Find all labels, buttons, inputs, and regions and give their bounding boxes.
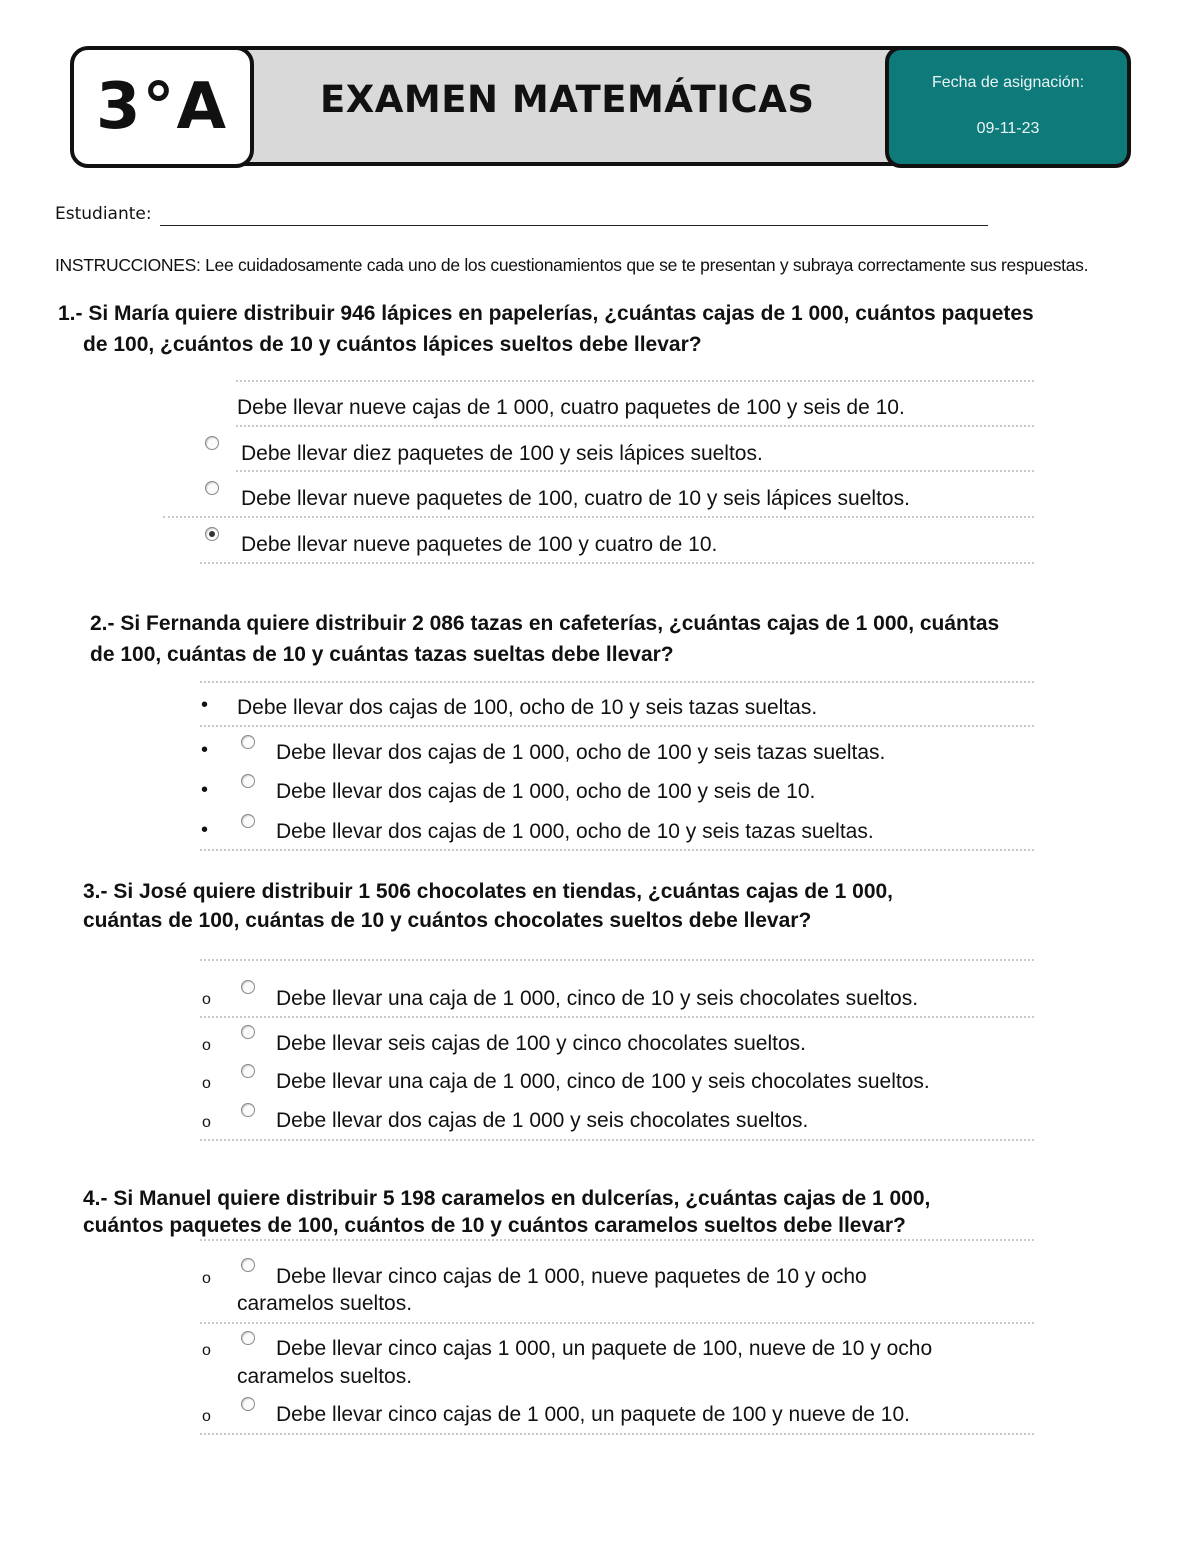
question-1-line-2: de 100, ¿cuántos de 10 y cuántos lápices sueltos debe llevar?: [83, 333, 702, 356]
circle-bullet-icon: o: [202, 1037, 211, 1054]
divider: [200, 1322, 1034, 1324]
radio-icon[interactable]: [241, 1064, 255, 1078]
question-2-line-2: de 100, cuántas de 10 y cuántas tazas sueltas debe llevar?: [90, 643, 674, 666]
divider: [200, 1239, 1034, 1241]
divider: [236, 380, 1034, 382]
question-4-option-2-line-2[interactable]: caramelos sueltos.: [237, 1365, 413, 1388]
divider: [200, 681, 1034, 683]
bullet-icon: •: [201, 779, 209, 801]
question-1-option-2[interactable]: Debe llevar diez paquetes de 100 y seis lápices sueltos.: [241, 442, 763, 465]
question-4-option-1-line-1[interactable]: Debe llevar cinco cajas de 1 000, nueve paquetes de 10 y ocho: [276, 1265, 867, 1288]
date-value: 09-11-23: [976, 120, 1040, 137]
divider: [200, 562, 1034, 564]
student-label: Estudiante:: [55, 204, 152, 224]
radio-icon[interactable]: [241, 735, 255, 749]
question-2-option-4[interactable]: Debe llevar dos cajas de 1 000, ocho de 10 y seis tazas sueltas.: [276, 820, 874, 843]
question-2-option-1[interactable]: Debe llevar dos cajas de 100, ocho de 10 y seis tazas sueltas.: [237, 696, 818, 719]
question-1-option-1[interactable]: Debe llevar nueve cajas de 1 000, cuatro paquetes de 100 y seis de 10.: [237, 396, 905, 419]
radio-icon[interactable]: [205, 481, 219, 495]
circle-bullet-icon: o: [202, 1114, 211, 1131]
radio-icon[interactable]: [241, 1025, 255, 1039]
question-1-option-4[interactable]: Debe llevar nueve paquetes de 100 y cuatro de 10.: [241, 533, 718, 556]
radio-icon[interactable]: [241, 814, 255, 828]
circle-bullet-icon: o: [202, 1342, 211, 1359]
question-4-option-1-line-2[interactable]: caramelos sueltos.: [237, 1292, 413, 1315]
question-4-line-1: 4.- Si Manuel quiere distribuir 5 198 caramelos en dulcerías, ¿cuántas cajas de 1 000,: [83, 1187, 931, 1210]
date-label: Fecha de asignación:: [931, 74, 1085, 91]
radio-icon[interactable]: [241, 1103, 255, 1117]
grade-box: 3°A: [70, 46, 254, 168]
question-3-option-4[interactable]: Debe llevar dos cajas de 1 000 y seis chocolates sueltos.: [276, 1109, 809, 1132]
circle-bullet-icon: o: [202, 1270, 211, 1287]
circle-bullet-icon: o: [202, 991, 211, 1008]
divider: [200, 1139, 1034, 1141]
bullet-icon: •: [201, 739, 209, 761]
bullet-icon: •: [201, 694, 209, 716]
circle-bullet-icon: o: [202, 1408, 211, 1425]
divider: [236, 425, 1034, 427]
radio-checked-icon[interactable]: [205, 527, 219, 541]
divider: [236, 470, 1034, 472]
question-4-line-2: cuántos paquetes de 100, cuántos de 10 y cuántos caramelos sueltos debe llevar?: [83, 1214, 906, 1237]
question-3-option-2[interactable]: Debe llevar seis cajas de 100 y cinco chocolates sueltos.: [276, 1032, 806, 1055]
divider: [200, 725, 1034, 727]
date-box: [885, 46, 1131, 168]
question-4-option-2-line-1[interactable]: Debe llevar cinco cajas 1 000, un paquete de 100, nueve de 10 y ocho: [276, 1337, 933, 1360]
radio-icon[interactable]: [241, 980, 255, 994]
divider: [200, 1433, 1034, 1435]
radio-icon[interactable]: [241, 1397, 255, 1411]
instructions: INSTRUCCIONES: Lee cuidadosamente cada uno de los cuestionamientos que se te presentan y subraya correctamente sus respuestas.: [55, 255, 1089, 275]
divider: [200, 1016, 1034, 1018]
question-1-option-3[interactable]: Debe llevar nueve paquetes de 100, cuatro de 10 y seis lápices sueltos.: [241, 487, 910, 510]
question-3-option-3[interactable]: Debe llevar una caja de 1 000, cinco de 100 y seis chocolates sueltos.: [276, 1070, 930, 1093]
radio-icon[interactable]: [241, 774, 255, 788]
question-3-line-1: 3.- Si José quiere distribuir 1 506 chocolates en tiendas, ¿cuántas cajas de 1 000,: [83, 880, 894, 903]
radio-icon[interactable]: [241, 1258, 255, 1272]
question-3-line-2: cuántas de 100, cuántas de 10 y cuántos chocolates sueltos debe llevar?: [83, 909, 812, 932]
bullet-icon: •: [201, 819, 209, 841]
question-1-line-1: 1.- Si María quiere distribuir 946 lápices en papelerías, ¿cuántas cajas de 1 000, cuántos paquetes: [58, 302, 1034, 325]
student-name-line[interactable]: [160, 225, 988, 226]
question-2-option-3[interactable]: Debe llevar dos cajas de 1 000, ocho de 100 y seis de 10.: [276, 780, 816, 803]
question-2-line-1: 2.- Si Fernanda quiere distribuir 2 086 tazas en cafeterías, ¿cuántas cajas de 1 000, cuántas: [90, 612, 1000, 635]
circle-bullet-icon: o: [202, 1075, 211, 1092]
radio-icon[interactable]: [205, 436, 219, 450]
divider: [200, 849, 1034, 851]
question-2-option-2[interactable]: Debe llevar dos cajas de 1 000, ocho de 100 y seis tazas sueltas.: [276, 741, 886, 764]
divider: [163, 516, 1034, 518]
question-3-option-1[interactable]: Debe llevar una caja de 1 000, cinco de 10 y seis chocolates sueltos.: [276, 987, 919, 1010]
radio-icon[interactable]: [241, 1331, 255, 1345]
divider: [200, 959, 1034, 961]
exam-title: EXAMEN MATEMÁTICAS: [320, 78, 815, 121]
question-4-option-3[interactable]: Debe llevar cinco cajas de 1 000, un paquete de 100 y nueve de 10.: [276, 1403, 910, 1426]
